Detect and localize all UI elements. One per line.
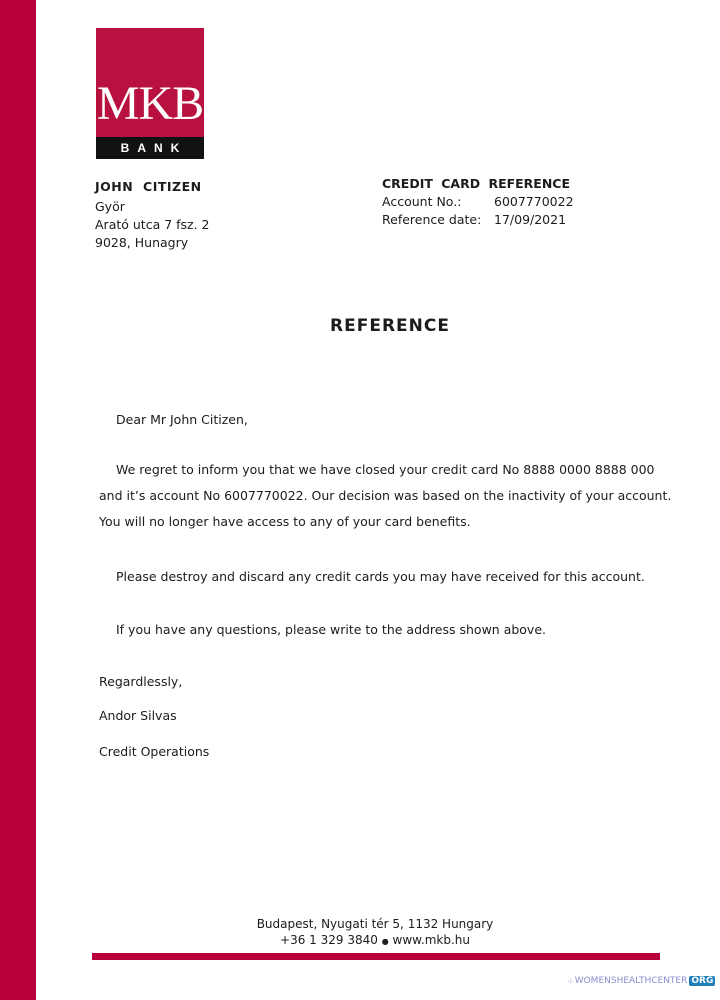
reference-block xyxy=(382,175,574,229)
letter-greeting: Dear Mr John Citizen, xyxy=(116,412,248,427)
date-row xyxy=(382,211,574,229)
footer-website: www.mkb.hu xyxy=(392,933,470,947)
recipient-city: Györ xyxy=(95,199,125,214)
dots-icon: ⁘ xyxy=(567,976,573,986)
footer-accent-bar xyxy=(92,953,660,960)
recipient-name: JOHN CITIZEN xyxy=(95,179,202,194)
logo-letters: MKB xyxy=(96,77,204,130)
document-title: REFERENCE xyxy=(330,316,450,336)
footer xyxy=(0,916,720,950)
recipient-address xyxy=(95,178,210,252)
bank-logo xyxy=(96,28,204,159)
letter-closing: Regardlessly, xyxy=(99,674,183,689)
date-label: Reference date: xyxy=(382,212,482,227)
letter-paragraph-2: Please destroy and discard any credit cards you may have received for this account. xyxy=(116,569,645,584)
recipient-street: Arató utca 7 fsz. 2 xyxy=(95,217,210,232)
signer-name: Andor Silvas xyxy=(99,708,177,723)
logo-subtitle: BANK xyxy=(96,137,204,159)
letter-paragraph-1: We regret to inform you that we have closed your credit card No 8888 0000 8888 000 and it’s account No 6007770022. Our decision was based on the inactivity of your account. You will no longer have access to any of your card benefits. xyxy=(99,462,672,529)
reference-title: CREDIT CARD REFERENCE xyxy=(382,176,571,191)
recipient-postal: 9028, Hunagry xyxy=(95,235,189,250)
watermark-text: WOMENSHEALTHCENTER xyxy=(574,976,688,986)
account-row xyxy=(382,193,574,211)
letter-paragraph-3: If you have any questions, please write to the address shown above. xyxy=(116,622,546,637)
side-accent-bar xyxy=(0,0,36,1000)
signer-department: Credit Operations xyxy=(99,744,210,759)
date-value: 17/09/2021 xyxy=(494,212,567,227)
account-label: Account No.: xyxy=(382,194,462,209)
account-value: 6007770022 xyxy=(494,194,574,209)
watermark xyxy=(567,976,715,986)
watermark-badge: ORG xyxy=(691,976,714,986)
bullet-icon: ● xyxy=(381,937,389,946)
footer-contact xyxy=(30,932,720,950)
footer-phone: +36 1 329 3840 xyxy=(280,933,378,947)
footer-address: Budapest, Nyugati tér 5, 1132 Hungary xyxy=(256,917,494,931)
